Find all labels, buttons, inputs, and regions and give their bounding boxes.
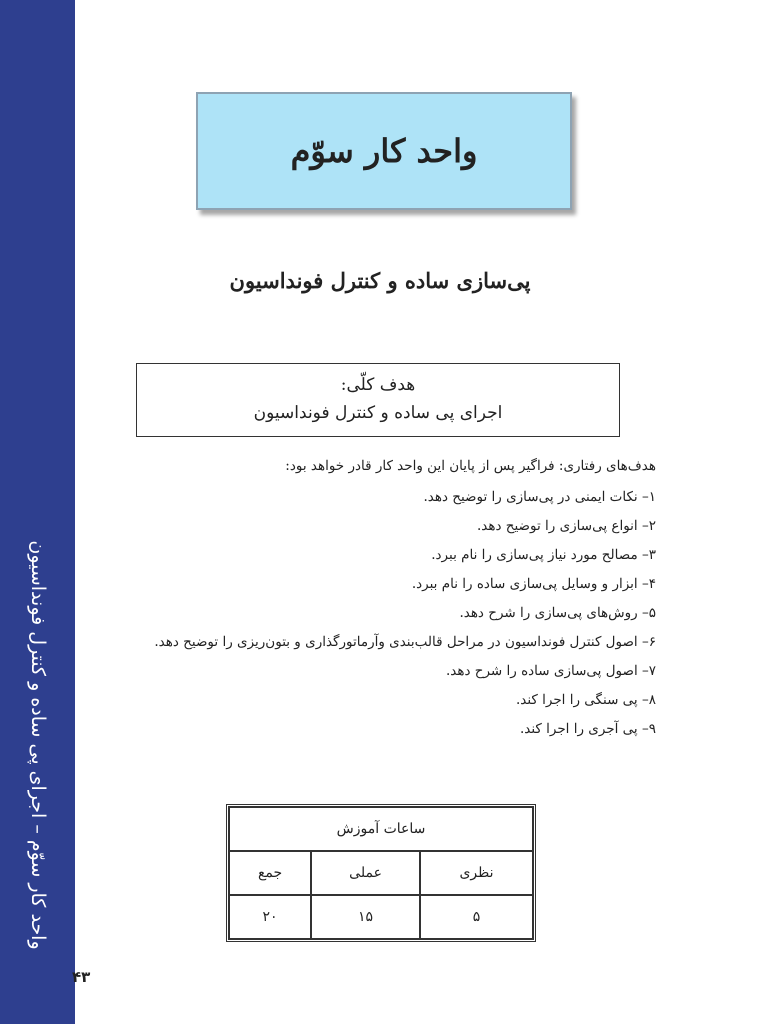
table-header-row [229,807,533,851]
column-practical: عملی [311,851,420,895]
side-band [0,0,75,1024]
objective-item: ۲– انواع پی‌سازی را توضیح دهد. [476,518,656,534]
objective-item: ۷– اصول پی‌سازی ساده را شرح دهد. [445,663,656,679]
title-box: واحد کار سوّم [196,92,572,210]
column-theory: نظری [420,851,533,895]
value-theory: ۵ [420,895,533,939]
goal-text: اجرای پی ساده و کنترل فونداسیون [253,403,503,423]
value-practical: ۱۵ [311,895,420,939]
value-total: ۲۰ [229,895,311,939]
objective-item: ۱– نکات ایمنی در پی‌سازی را توضیح دهد. [423,489,656,505]
general-goal-box [136,363,620,437]
table-values-row [229,895,533,939]
behavioral-objectives [120,455,656,744]
page-number: ۴۳ [72,968,91,986]
training-hours-table [226,804,536,942]
table-header: ساعات آموزش [229,807,533,851]
goal-heading: هدف کلّی: [340,375,416,395]
objective-item: ۳– مصالح مورد نیاز پی‌سازی را نام ببرد. [431,547,656,563]
objectives-intro: هدف‌های رفتاری: فراگیر پس از پایان این واحد کار قادر خواهد بود: [285,458,656,474]
table-columns-row [229,851,533,895]
objective-item: ۸– پی سنگی را اجرا کند. [515,692,656,708]
objective-item: ۵– روش‌های پی‌سازی را شرح دهد. [459,605,656,621]
objective-item: ۴– ابزار و وسایل پی‌سازی ساده را نام ببرد. [411,576,656,592]
side-label: واحد کار سوّم – اجرای پی ساده و کنترل فونداسیون [27,540,49,950]
objective-item: ۹– پی آجری را اجرا کند. [519,721,656,737]
column-total: جمع [229,851,311,895]
objective-item: ۶– اصول کنترل فونداسیون در مراحل قالب‌بندی وآرماتورگذاری و بتون‌ریزی را توضیح دهد. [154,634,656,650]
page-subtitle: پی‌سازی ساده و کنترل فونداسیون [229,268,531,293]
